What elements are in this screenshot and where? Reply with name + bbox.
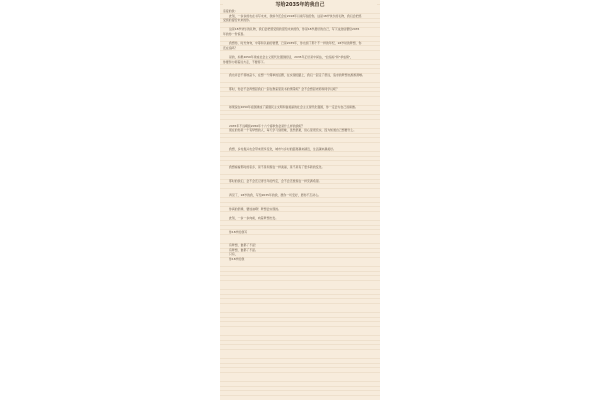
paragraph-cont: 还在追吗？ bbox=[223, 45, 238, 50]
letter-body bbox=[223, 9, 377, 262]
closing-line: 有梦想，谁都了不起。 bbox=[229, 247, 258, 252]
salutation: 亲爱的我： bbox=[223, 9, 238, 13]
paragraph: 我想看看那时的家乡，是不是和现在一样美丽，是不是有了更多新的变化。 bbox=[229, 165, 325, 170]
paragraph: 此刻，一步步的也在书写未来，我如今还会在2018年以前写信给你，这是18岁快乐的礼物，我们会把感 bbox=[229, 13, 362, 18]
paragraph: 现在的你是一个有梦想的人，每天学习到很晚，虽然很累，但心里很充实，因为知道自己想要什么。 bbox=[229, 128, 357, 133]
paragraph-cont: 受到的留给未来的你。 bbox=[223, 18, 252, 23]
paragraph: 你18岁的我写 bbox=[229, 229, 248, 234]
paragraph: 如果说在2050年祖国建成了富强民主文明和谐美丽的社会主义现代化强国，你一定会为自己而骄傲。 bbox=[229, 105, 358, 110]
letter-title: 写给2035年的我自己 bbox=[223, 2, 377, 8]
paragraph: 此刻，一步一步向前，向着梦想出发。 bbox=[229, 215, 279, 220]
closing-line: 只有， bbox=[229, 252, 238, 257]
paragraph: 是的，如果2050年建成社会主义现代化强国的话，2035年正好是中间站，"拉指标"和"拿成绩"， bbox=[229, 54, 354, 59]
letter-sheet bbox=[220, 0, 380, 400]
paragraph: 那时，你会不会再想起我们一起在教室里读书的情景呢？会不会想起老师和同学们呢？ bbox=[229, 87, 339, 92]
paragraph-cont: 年的你一份惊喜。 bbox=[223, 31, 247, 36]
paragraph: 我想你，时光匆匆，中等和以前的智慧，已是2035年，你也到了那个不一样的年纪，18岁时的梦想，你 bbox=[229, 41, 362, 46]
paragraph: 再见了，18岁的我，写给2035年的我，愿你一切安好，愿你不忘初心。 bbox=[229, 192, 321, 197]
signature: 你18岁的我 bbox=[229, 257, 245, 262]
closing-line: 有梦想，谁都了不起！ bbox=[229, 243, 258, 248]
paragraph: 这是18岁快乐的礼物，我们会把感受到的留给未来的你，你是18岁最好的自己，写下这封信要给2035 bbox=[229, 27, 360, 32]
paragraph: 2035年不远啊到2050年十六个春秋你会是什么样的我呢？ bbox=[229, 123, 305, 128]
paragraph: 那时的我们，会不会还记得当年的约定，会不会还像现在一样充满希望。 bbox=[229, 178, 322, 183]
paragraph-cont: 你要努力朝着远方走，不要停下。 bbox=[223, 59, 267, 64]
paragraph: 我也许会不停地奋斗，在想一个简单的话题，在实现的路上，我们一起走了很远，追求的梦想也渐渐清晰。 bbox=[229, 73, 365, 78]
paragraph: 你真的很棒，要加油哦！梦想会实现的。 bbox=[229, 206, 282, 211]
paragraph: 我想，乡村振兴也会带来很多变化，城市与乡村的距离越来越近，生活越来越美好。 bbox=[229, 146, 336, 151]
